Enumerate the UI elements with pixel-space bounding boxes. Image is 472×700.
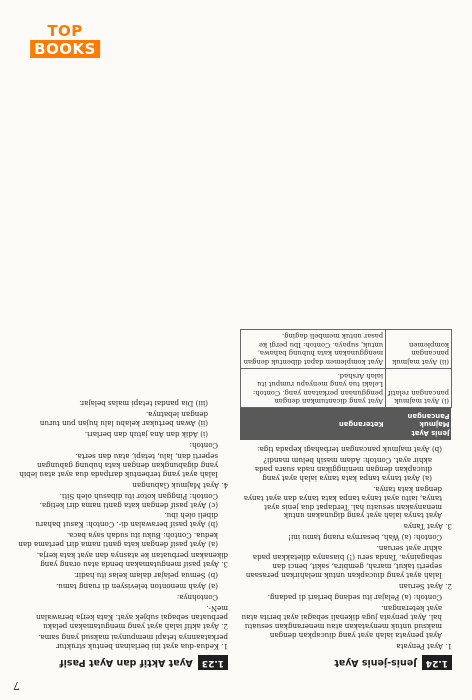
paragraph: (b) Ayat pasif berawalan di-. Contoh: Kasut baharu dibeli oleh ibu.	[35, 511, 218, 530]
section-number: 1.23	[198, 655, 228, 670]
paragraph: Contoh: (a) Pelajar itu sedang berlari di padang.	[267, 592, 442, 602]
paragraph: 3. Ayat pasif mengutamakan benda atau orang yang dikenakan perbuatan ke atasnya dan ayat kata kerja.	[36, 551, 228, 570]
logo-top-text: TOP	[47, 22, 83, 40]
table-header: Keterangan	[241, 408, 386, 440]
table-row	[241, 329, 452, 368]
paragraph: (iii) Dia pandai tetapi malas belajar.	[79, 399, 208, 409]
paragraph: (a) Ayat pasif dengan kata ganti nama diri pertama dan kedua. Contoh: Buku itu sudah saya baca.	[18, 531, 218, 550]
section-title: Ayat Aktif dan Ayat Pasif	[59, 657, 193, 669]
table-header: Jenis Ayat Majmuk Pancangan	[386, 408, 452, 440]
paragraph: Contoh:	[189, 440, 218, 450]
table-cell: (i) Ayat majmuk pancangan relatif	[386, 369, 452, 408]
left-column	[240, 329, 452, 670]
paragraph: 2. Ayat aktif ialah ayat yang mengutamakan pelaku perbuatan sebagai subjek ayat. Kata kerja berawalan meN-.	[36, 603, 228, 631]
paragraph: Ayat penyata ialah ayat yang diucapkan dengan maksud untuk menyatakan atau menerangkan sesuatu hal. Ayat penyata juga dikenali sebagai ayat berita atau ayat keterangan.	[241, 603, 442, 640]
table-cell: (ii) Ayat majmuk pancangan komplemen	[386, 329, 452, 368]
paragraph: Contoh: (a) Wah, besarnya ruang tamu ini!	[288, 533, 442, 543]
paragraph: 4. Ayat Majmuk Gabungan	[132, 480, 228, 490]
table-row	[241, 369, 452, 408]
logo-bottom-text: BOOKS	[30, 40, 100, 58]
page-number: 7	[13, 679, 20, 692]
paragraph: Ayat tanya ialah ayat yang digunakan untuk menanyakan sesuatu hal. Terdapat dua jenis ayat tanya, iaitu ayat tanya tanpa kata tanya dan ayat tanya dengan kata tanya.	[243, 484, 442, 521]
section-title: Jenis-jenis Ayat	[334, 657, 417, 669]
paragraph: Contohnya:	[176, 592, 218, 602]
paragraph: 1. Kedua-dua ayat ini berlainan bentuk struktur perkataannya tetapi mempunyai maksud yang sama.	[38, 632, 228, 651]
topbooks-logo	[30, 22, 100, 58]
paragraph: (ii) Awan bertukar kelabu lalu hujan pun turun dengan lebatnya.	[39, 410, 208, 429]
paragraph: (a) Ayat tanya tanpa kata tanya ialah ayat yang diucapkan dengan meninggikan nada suara pada akhir ayat. Contoh: Adam masih belum mandi?	[254, 455, 432, 483]
section-heading	[16, 655, 228, 670]
paragraph: (b) Semua pelajar dalam kelas itu hadir.	[73, 571, 218, 581]
section-number: 1.24	[422, 655, 452, 670]
paragraph: 1. Ayat Penyata	[396, 641, 452, 651]
paragraph: Ialah ayat yang terbentuk daripada dua ayat atau lebih yang digabungkan dengan kata hubung gabungan seperti dan, lalu, tetapi, atau dan serta.	[19, 451, 218, 479]
paragraph: (i) Adik dan Ana jatuh dan berlari.	[84, 429, 208, 439]
paragraph: 3. Ayat Tanya	[403, 522, 452, 532]
pancangan-table	[240, 329, 452, 440]
paragraph: (b) Ayat majmuk pancangan terbahagi kepada tiga:	[257, 444, 442, 454]
table-cell: Ayat komplemen dapat dibentuk dengan menggunakan kata hubung bahawa, untuk, supaya. Contoh: Ibu pergi ke pasar untuk membeli daging.	[241, 329, 386, 368]
table-cell: Ayat yang dicantumkan dengan penggunaan perkataan yang. Contoh: Lelaki tua yang menyapu rumput itu ialah Arshad.	[241, 369, 386, 408]
paragraph: Ialah ayat yang diucapkan untuk melahirkan perasaan seperti takut, marah, gembira, sakit, benci dan sebagainya. Tanda seru (!) biasanya diletakkan pada akhir ayat seruan.	[245, 544, 442, 581]
paragraph: (c) Ayat pasif dengan kata ganti nama diri ketiga. Contoh: Pinggan kotor itu dibasuh oleh Siti.	[39, 491, 218, 510]
section-heading	[240, 655, 452, 670]
right-column	[16, 396, 228, 670]
paragraph: 2. Ayat Seruan	[398, 582, 452, 592]
paragraph: (a) Ayah menonton televisyen di ruang tamu.	[56, 582, 218, 592]
